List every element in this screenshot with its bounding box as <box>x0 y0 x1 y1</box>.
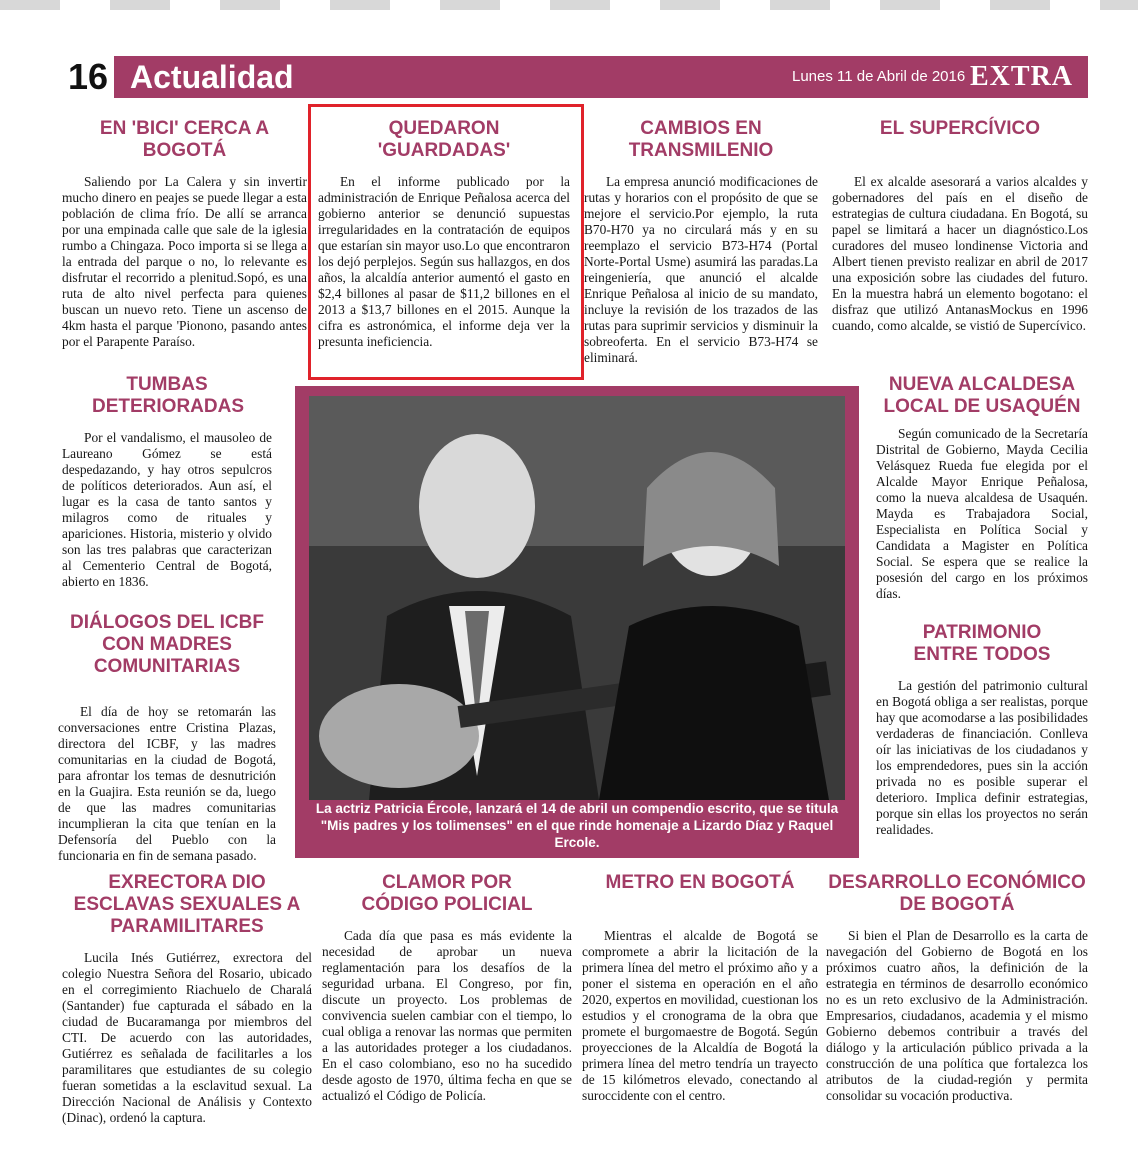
article-title: CLAMOR POR CÓDIGO POLICIAL <box>361 872 533 915</box>
page-header <box>62 56 1088 98</box>
article-body: Según comunicado de la Secretaría Distrital de Gobierno, Mayda Cecilia Velásquez Rueda fue elegida por el Alcalde Mayor Enrique Peñalosa, como la nueva alcaldesa de Usaquén. Mayda es Trabajadora Social, Especialista en Política Social y Candidata a Magister en Política Social. Se espera que se realice la posesión del cargo en los próximos días. <box>876 426 1088 601</box>
article-title: CAMBIOS EN TRANSMILENIO <box>628 118 774 161</box>
article-transmilenio <box>584 118 818 366</box>
article-body: El ex alcalde asesorará a varios alcaldes y gobernadores del país en el diseño de estrategias de cultura ciudadana. En Bogotá, su papel se limitará a hacer un diagnóstico.Los curadores del museo londinense Victoria and Albert tienen previsto realizar en abril de 2017 una exposición sobre las ciudades del futuro. En la muestra habrá un elemento bogotano: el disfraz que utilizó AntanasMockus en 1996 cuando, como alcalde, se vistió de Supercívico. <box>832 174 1088 333</box>
photo-panel <box>295 386 859 858</box>
page-top-edge <box>0 0 1138 10</box>
article-body: Cada día que pasa es más evidente la necesidad de aprobar un nueva reglamentación para los desafíos de la seguridad urbana. El Congreso, por fin, discute un proyecto. Los problemas de convivencia suelen cambiar con el tiempo, lo cual obliga a renovar las normas que permiten a las autoridades proteger a los ciudadanos. En el caso colombiano, eso no ha sucedido desde agosto de 1970, última fecha en que se actualizó el Código de Policía. <box>322 928 572 1103</box>
article-title: EN 'BICI' CERCA A BOGOTÁ <box>99 118 270 161</box>
article-title: NUEVA ALCALDESA LOCAL DE USAQUÉN <box>883 374 1081 417</box>
photo-image <box>309 396 845 800</box>
article-body: La empresa anunció modificaciones de rutas y horarios con el propósito de que se mejore el servicio.Por ejemplo, la ruta B70-H70 ya no circulará más y en su reemplazo el servicio B73-H74 (Portal Norte-Portal Usme) asumirá las paradas.La reingeniería, que anunció el alcalde Enrique Peñalosa al inicio de su mandato, incluye la revisión de los trazados de las rutas para suprimir servicios y disminuir la sobreoferta. En el servicio B73-H74 se eliminará. <box>584 174 818 365</box>
article-icbf <box>58 612 276 864</box>
article-desarrollo <box>826 872 1088 1104</box>
section-title: Actualidad <box>130 59 294 95</box>
article-title: PATRIMONIO ENTRE TODOS <box>913 622 1051 665</box>
article-title: METRO EN BOGOTÁ <box>605 872 795 893</box>
article-bici <box>62 118 307 350</box>
article-patrimonio <box>876 622 1088 838</box>
article-tumbas <box>62 374 272 590</box>
issue-date: Lunes 11 de Abril de 2016 <box>792 68 966 85</box>
article-body: Mientras el alcalde de Bogotá se compromete a abrir la licitación de la primera línea del metro el próximo año y a poner el sistema en operación en el año 2020, expertos en movilidad, cuestionan los estudios y el cronograma de la obra que promete el burgomaestre de Bogotá. Según proyecciones de la Alcaldía de Bogotá la primera línea del metro tendría un trayecto de 15 kilómetros elevado, conectando al suroccidente con el centro. <box>582 928 818 1103</box>
article-title: DIÁLOGOS DEL ICBF CON MADRES COMUNITARIAS <box>70 612 264 677</box>
article-guardadas <box>318 118 570 350</box>
article-body: Por el vandalismo, el mausoleo de Laureano Gómez se está despedazando, y hay otros sepulcros de políticos deteriorados. Aun así, el lugar es la casa de tanto santos y milagros como de rituales y apariciones. Historia, misterio y olvido son las tres palabras que caracterizan al Cementerio Central de Bogotá, abierto en 1836. <box>62 430 272 589</box>
article-title: QUEDARON 'GUARDADAS' <box>377 118 511 161</box>
article-clamor <box>322 872 572 1104</box>
portrait-illustration <box>309 396 845 800</box>
article-title: EL SUPERCÍVICO <box>879 118 1041 139</box>
article-supercivico <box>832 118 1088 334</box>
article-body: El día de hoy se retomarán las conversaciones entre Cristina Plazas, directora del ICBF, y las madres comunitarias en la ciudad de Bogotá, para afrontar los temas de desnutrición en la Guajira. Esta reunión se da, luego de que las madres comunitarias incumplieran la cita que tenían en la Defensoría del Pueblo con la funcionaria en fin de semana pasado. <box>58 704 276 863</box>
photo-caption: La actriz Patricia Ércole, lanzará el 14 de abril un compendio escrito, que se titula "Mis padres y los tolimenses" en el que rinde homenaje a Lizardo Díaz y Raquel Ercole. <box>315 801 839 850</box>
article-metro <box>582 872 818 1104</box>
article-body: Saliendo por La Calera y sin invertir mucho dinero en peajes se puede llegar a esta población de clima frío. De allí se arranca por una empinada calle que sale de la iglesia rumbo a Chingaza. Poco importa si se llega a la entrada del parque o no, lo relevante es disfrutar el recorrido a plenitud.Sopó, es una ruta de alto nivel perfecta para quienes buscan un nuevo reto. Tiene un ascenso de 4km hasta el parque 'Pionono, pasando antes por el Parapente Paraíso. <box>62 174 307 349</box>
page-number: 16 <box>62 56 114 98</box>
article-body: Lucila Inés Gutiérrez, exrectora del colegio Nuestra Señora del Rosario, ubicado en el corregimiento Riachuelo de Charalá (Santander) fue capturada el sábado en la ciudad de Bucaramanga por miembros del CTI. De acuerdo con las autoridades, Gutiérrez es señalada de facilitarles a los paramilitares que estudiantes de su colegio fueran sometidas a la esclavitud sexual. La Dirección Nacional de Análisis y Contexto (Dinac), ordenó la captura. <box>62 950 312 1125</box>
newspaper-logo: EXTRA <box>970 61 1074 92</box>
article-title: TUMBAS DETERIORADAS <box>92 374 245 417</box>
article-body: Si bien el Plan de Desarrollo es la carta de navegación del Gobierno de Bogotá en los próximos cuatro años, la definición de la estrategia en términos de desarrollo económico no es un reto exclusivo de la Administración. Empresarios, ciudadanos, academia y el mismo Gobierno debemos contribuir a través del diálogo y la articulación público privada a la construcción de una política que fortalezca los atributos de la ciudad-región y permita consolidar su vocación productiva. <box>826 928 1088 1103</box>
article-title: DESARROLLO ECONÓMICO DE BOGOTÁ <box>828 872 1086 915</box>
article-usaquen <box>876 374 1088 602</box>
article-body: La gestión del patrimonio cultural en Bogotá obliga a ser realistas, porque hay que acomodarse a las posibilidades verdaderas de financiación. Conlleva oír las iniciativas de los ciudadanos y los emprendedores, pues sin la acción privada no es posible superar el deterioro. Implica definir estrategias, porque sin ellas los proyectos no serán realidades. <box>876 678 1088 837</box>
article-title: EXRECTORA DIO ESCLAVAS SEXUALES A PARAMILITARES <box>73 872 301 937</box>
article-body: En el informe publicado por la administración de Enrique Peñalosa acerca del gobierno anterior se denunció supuestas irregularidades en la contratación de equipos que estarían sin mayor uso.Lo que encontraron los dejó perplejos. Según sus hallazgos, en dos años, la alcaldía anterior aumentó el gasto en $2,4 billones al pasar de $11,2 billones en el 2013 a $13,7 billones en el 2015. Aunque la cifra es astronómica, el informe deja ver la presunta ineficiencia. <box>318 174 570 349</box>
article-exrectora <box>62 872 312 1126</box>
